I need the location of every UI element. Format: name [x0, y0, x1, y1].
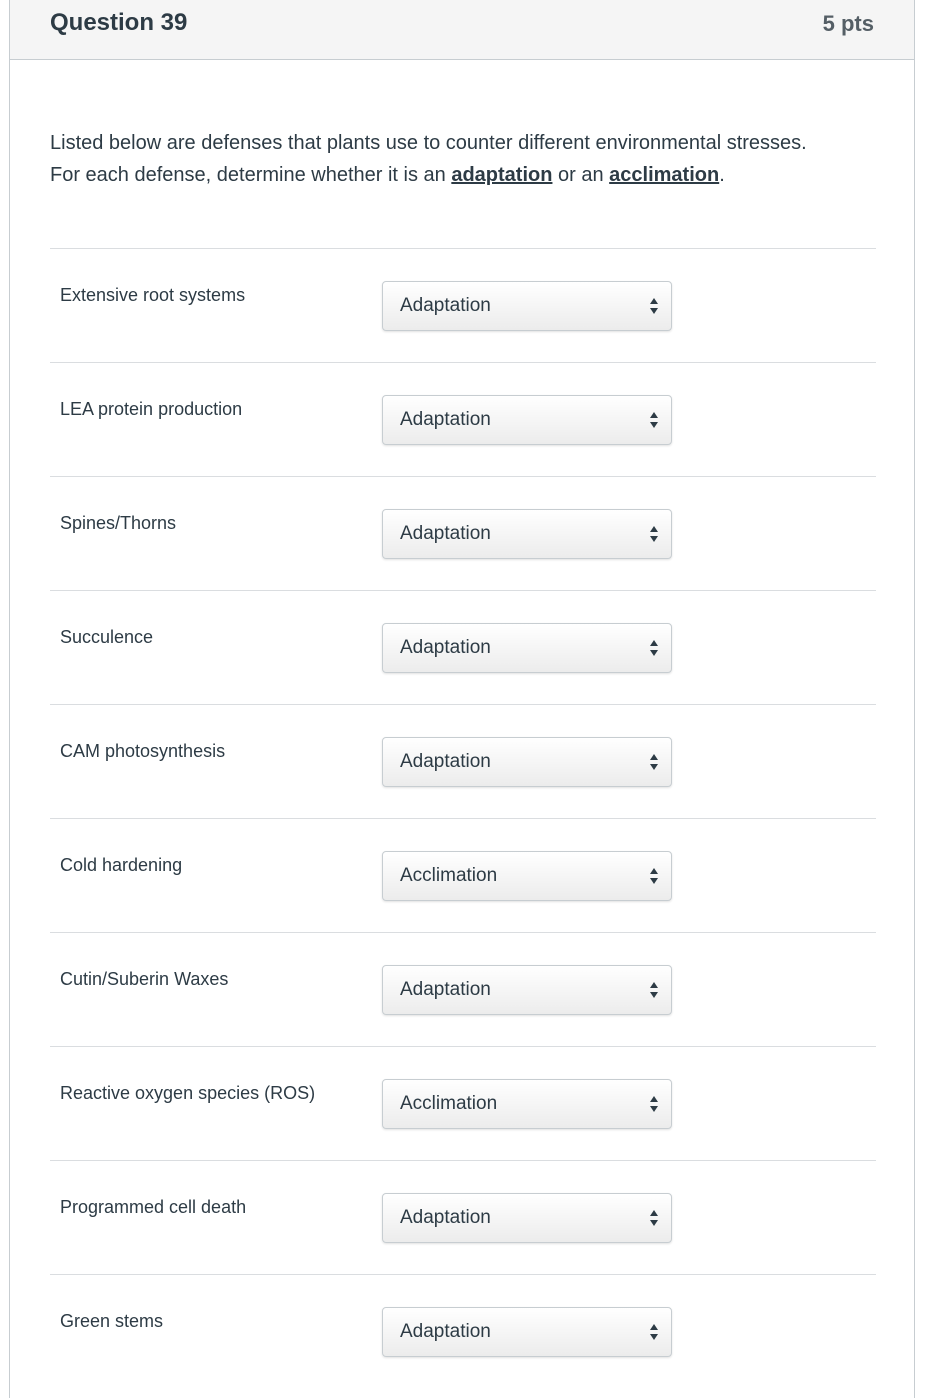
question-instructions	[50, 127, 890, 191]
answer-select[interactable]	[382, 623, 672, 673]
up-down-arrows-icon	[649, 753, 659, 771]
answer-row	[50, 1274, 876, 1388]
answer-row-label: LEA protein production	[60, 399, 243, 419]
answer-rows	[50, 248, 876, 1388]
instructions-middle: or an	[552, 164, 610, 186]
answer-row-label: Cutin/Suberin Waxes	[60, 969, 229, 989]
up-down-arrows-icon	[649, 639, 659, 657]
answer-row-label: Programmed cell death	[60, 1197, 247, 1217]
answer-row	[50, 932, 876, 1046]
answer-row-label: CAM photosynthesis	[60, 741, 226, 761]
instructions-end: .	[719, 164, 725, 186]
answer-select-value: Acclimation	[400, 865, 498, 886]
answer-select-value: Adaptation	[400, 979, 491, 1000]
answer-row	[50, 362, 876, 476]
answer-select[interactable]	[382, 1079, 672, 1129]
answer-row	[50, 1160, 876, 1274]
up-down-arrows-icon	[649, 1209, 659, 1227]
answer-row-label: Extensive root systems	[60, 285, 246, 305]
answer-select[interactable]	[382, 281, 672, 331]
answer-select-value: Acclimation	[400, 1093, 498, 1114]
question-header	[10, 0, 914, 60]
term-acclimation: acclimation	[609, 164, 720, 186]
question-title: Question 39	[50, 9, 188, 36]
answer-row-label: Cold hardening	[60, 855, 183, 875]
question-points: 5 pts	[822, 11, 874, 36]
answer-select-value: Adaptation	[400, 523, 491, 544]
up-down-arrows-icon	[649, 525, 659, 543]
answer-select-value: Adaptation	[400, 1207, 491, 1228]
answer-select[interactable]	[382, 965, 672, 1015]
answer-select-value: Adaptation	[400, 295, 491, 316]
term-adaptation: adaptation	[451, 164, 553, 186]
answer-select-value: Adaptation	[400, 751, 491, 772]
answer-row-label: Spines/Thorns	[60, 513, 177, 533]
answer-row	[50, 476, 876, 590]
answer-row-label: Succulence	[60, 627, 154, 647]
up-down-arrows-icon	[649, 1323, 659, 1341]
answer-select[interactable]	[382, 851, 672, 901]
up-down-arrows-icon	[649, 981, 659, 999]
answer-row-label: Green stems	[60, 1311, 164, 1331]
answer-select[interactable]	[382, 1307, 672, 1357]
answer-select[interactable]	[382, 509, 672, 559]
up-down-arrows-icon	[649, 411, 659, 429]
instructions-line-2-start: For each defense, determine whether it is an	[50, 164, 452, 186]
answer-row	[50, 704, 876, 818]
answer-select-value: Adaptation	[400, 1321, 491, 1342]
answer-row-label: Reactive oxygen species (ROS)	[60, 1083, 316, 1103]
answer-select[interactable]	[382, 737, 672, 787]
answer-select[interactable]	[382, 395, 672, 445]
answer-row	[50, 1046, 876, 1160]
instructions-line-1: Listed below are defenses that plants use to counter different environmental stresses.	[50, 132, 807, 154]
answer-row	[50, 590, 876, 704]
up-down-arrows-icon	[649, 297, 659, 315]
answer-select-value: Adaptation	[400, 637, 491, 658]
question-card	[9, 0, 915, 1398]
answer-select-value: Adaptation	[400, 409, 491, 430]
answer-select[interactable]	[382, 1193, 672, 1243]
answer-row	[50, 248, 876, 362]
up-down-arrows-icon	[649, 1095, 659, 1113]
up-down-arrows-icon	[649, 867, 659, 885]
answer-row	[50, 818, 876, 932]
